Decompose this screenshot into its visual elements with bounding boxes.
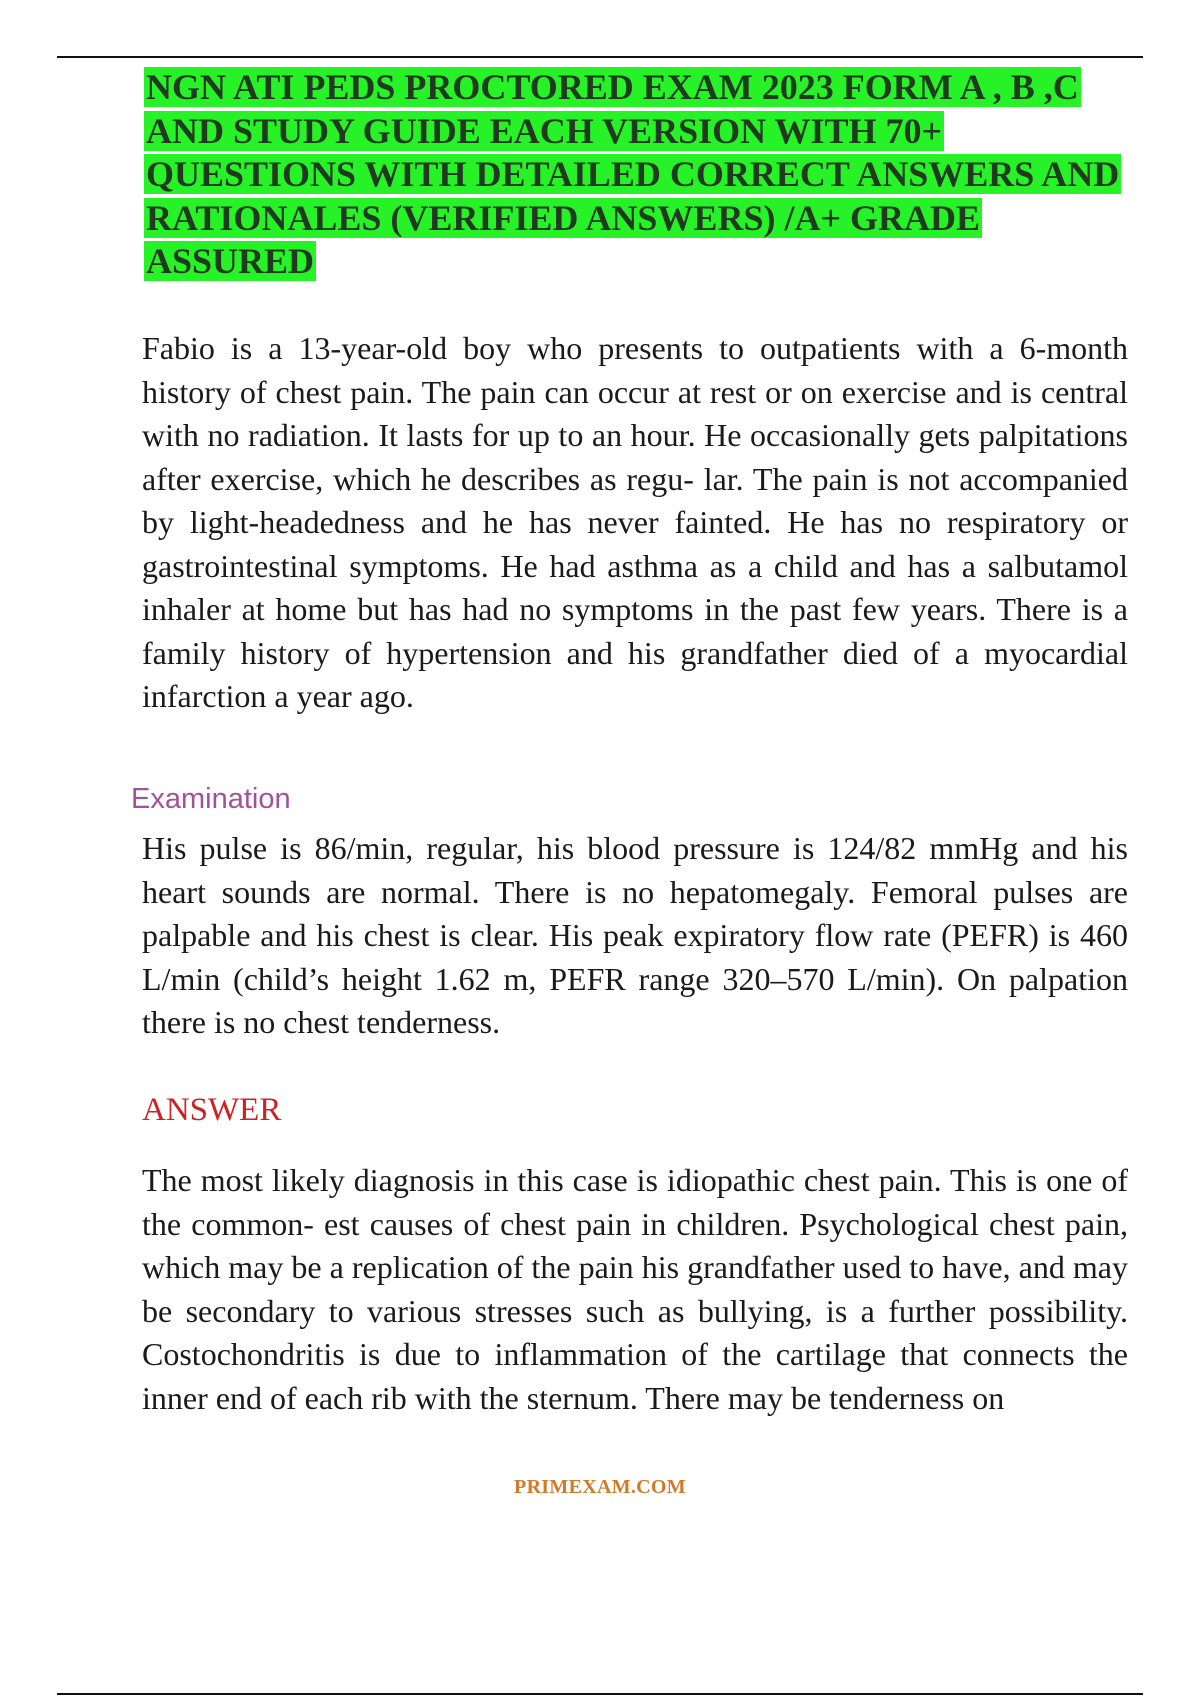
examination-heading: Examination (131, 783, 291, 815)
document-title (144, 66, 1129, 284)
examination-paragraph: His pulse is 86/min, regular, his blood pressure is 124/82 mmHg and his heart sounds are normal. There is no hepatomegaly. Femoral pulses are palpable and his chest is clear. His peak expiratory flow rate (PEFR) is 460 L/min (child’s height 1.62 m, PEFR range 320–570 L/min). On palpation there is no chest tenderness. (142, 830, 1128, 1040)
document-title-text: NGN ATI PEDS PROCTORED EXAM 2023 FORM A , B ,C AND STUDY GUIDE EACH VERSION WITH 70+ QUESTIONS WITH DETAILED CORRECT ANSWERS AND RATIONALES (VERIFIED ANSWERS) /A+ GRADE ASSURED (146, 67, 1120, 281)
answer-paragraph: The most likely diagnosis in this case is idiopathic chest pain. This is one of the common- est causes of chest pain in children. Psychological chest pain, which may be a replication of the pain his grandfather used to have, and may be secondary to various stresses such as bullying, is a further possibility. Costochondritis is due to inflammation of the cartilage that connects the inner end of each rib with the sternum. There may be tenderness on (142, 1162, 1128, 1416)
case-history-paragraph: Fabio is a 13-year-old boy who presents to outpatients with a 6-month history of chest pain. The pain can occur at rest or on exercise and is central with no radiation. It lasts for up to an hour. He occasionally gets palpitations after exercise, which he describes as regu- lar. The pain is not accompanied by light-headedness and he has never fainted. He has no respiratory or gastrointestinal symptoms. He had asthma as a child and has a salbutamol inhaler at home but has had no symptoms in the past few years. There is a family history of hypertension and his grandfather died of a myocardial infarction a year ago. (142, 330, 1128, 714)
bottom-divider (57, 1693, 1143, 1695)
footer-brand-watermark: PRIMEXAM.COM (514, 1476, 686, 1498)
answer-heading: ANSWER (142, 1092, 282, 1128)
top-divider (57, 56, 1143, 58)
